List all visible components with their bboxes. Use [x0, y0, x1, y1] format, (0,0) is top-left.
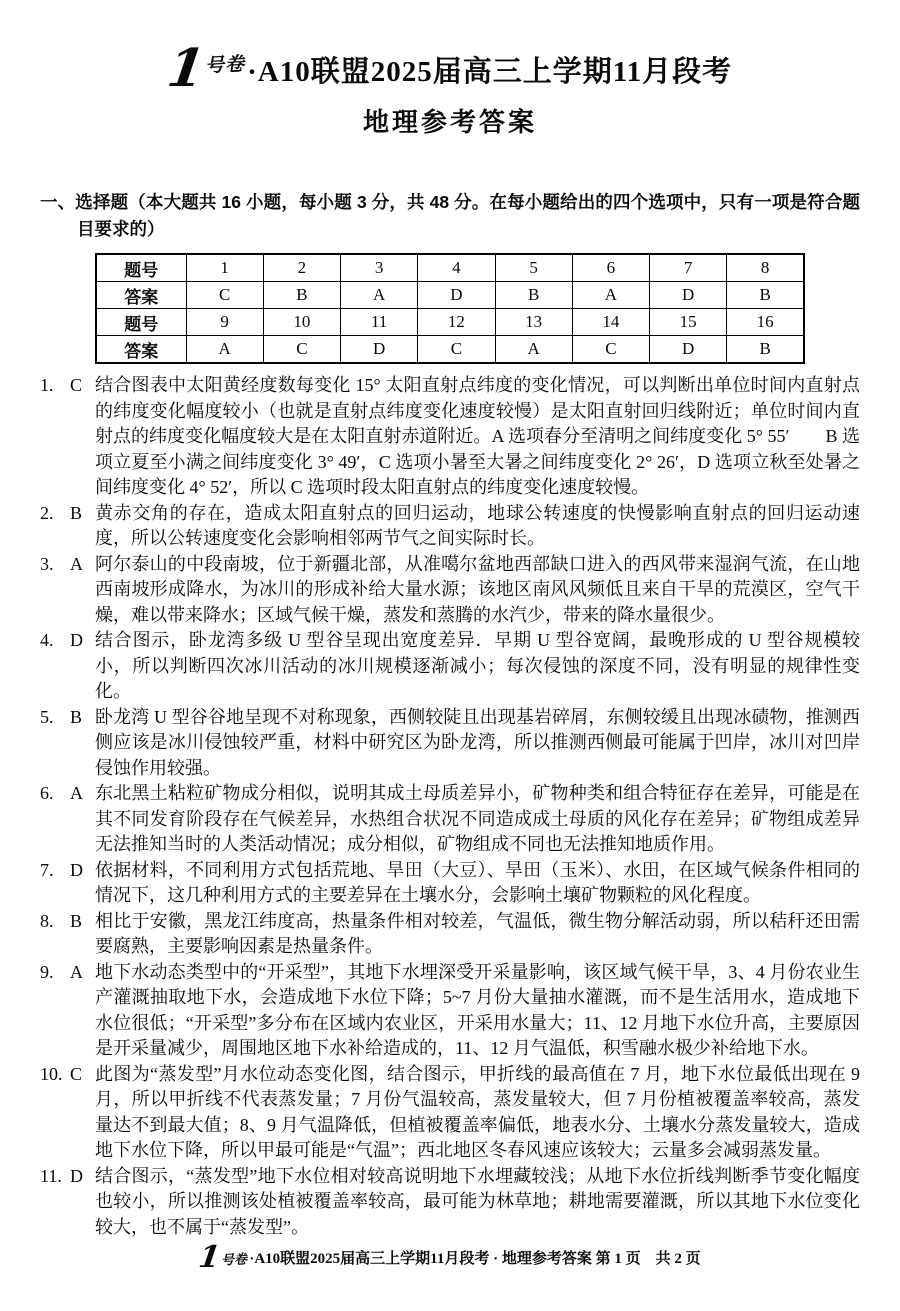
answer-letter: A [70, 553, 83, 574]
explanation-text: 卧龙湾 U 型谷谷地呈现不对称现象，西侧较陡且出现基岩碎屑，东侧较缓且出现冰碛物，推测西侧应该是冰川侵蚀较严重，材料中研究区为卧龙湾，所以推测西侧最可能属于凹岸，冰川对凹岸侵蚀作用较强。 [95, 706, 860, 778]
explanation-text: 相比于安徽，黑龙江纬度高，热量条件相对较差，气温低，微生物分解活动弱，所以秸秆还田需要腐熟，主要影响因素是热量条件。 [95, 910, 860, 956]
table-row [96, 336, 804, 364]
logo-script-text: 号卷 [204, 54, 246, 78]
explanation-item-2 [40, 501, 860, 552]
row-label: 题号 [96, 254, 186, 282]
answer-letter: A [70, 783, 83, 803]
table-cell: B [263, 282, 340, 309]
question-number: 2. [40, 502, 54, 523]
logo-numeral: 1 [163, 38, 209, 100]
explanation-text: 此图为“蒸发型”月水位动态变化图，结合图示，甲折线的最高值在 7 月，地下水位最低出现在 9 月，所以甲折线不代表蒸发量；7 月份气温较高，蒸发量较大，但 7 月份植被覆盖率较高，蒸发量达不到最大值；8、9 月气温降低，但植被覆盖率偏低，地表水分、土壤水分蒸发量较大，造成地下水位下降，所以甲最可能是“气温”；西北地区冬春风速应该较大；云量多会减弱蒸发量。 [95, 1063, 860, 1160]
table-cell: 9 [186, 309, 263, 336]
explanation-text: 地下水动态类型中的“开采型”，其地下水埋深受开采量影响，该区域气候干旱，3、4 月份农业生产灌溉抽取地下水，会造成地下水位下降；5~7 月份大量抽水灌溉，而不是生活用水，造成地下水位很低；“开采型”多分布在区域内农业区，开采用水量大；11、12 月地下水位升高，主要原因是开采量减少，周围地区地下水补给造成的，11、12 月气温低，积雪融水极少补给地下水。 [95, 961, 860, 1058]
table-cell: B [495, 282, 572, 309]
table-cell: 6 [572, 254, 649, 282]
footer-text: ·A10联盟2025届高三上学期11月段考 · 地理参考答案 第 1 页 共 2 页 [249, 1251, 701, 1267]
question-number: 7. [40, 859, 54, 880]
table-cell: 11 [341, 309, 418, 336]
explanation-item-9 [40, 960, 860, 1062]
question-number: 8. [40, 910, 54, 931]
table-cell: 12 [418, 309, 495, 336]
explanation-text: 结合图表中太阳黄经度数每变化 15° 太阳直射点纬度的变化情况，可以判断出单位时间内直射点的纬度变化幅度较小（也就是直射点纬度变化速度较慢）是太阳直射回归线附近；单位时间内直射点的纬度变化幅度较大是在太阳直射赤道附近。A 选项春分至清明之间纬度变化 5° 55′ B 选项立夏至小满之间纬度变化 3° 49′，C 选项小暑至大暑之间纬度变化 2° 26′，D 选项立秋至处暑之间纬度变化 4° 52′，所以 C 选项时段太阳直射点的纬度变化速度较慢。 [95, 375, 860, 497]
explanation-item-10 [40, 1062, 860, 1164]
table-cell: C [572, 336, 649, 364]
table-cell: D [650, 336, 727, 364]
answer-letter: C [70, 375, 83, 395]
answer-letter: D [70, 630, 83, 650]
page-subtitle: 地理参考答案 [362, 108, 537, 137]
explanation-item-1 [40, 373, 860, 501]
explanation-item-8 [40, 909, 860, 960]
section-heading: 一、选择题（本大题共 16 小题，每小题 3 分，共 48 分。在每小题给出的四个选项中，只有一项是符合题目要求的） [40, 192, 860, 239]
table-cell: 4 [418, 254, 495, 282]
question-number: 10. [40, 1063, 63, 1084]
footer-logo-numeral: 1 [196, 1240, 223, 1275]
answer-letter: D [70, 1165, 83, 1186]
table-cell: 2 [263, 254, 340, 282]
table-row [96, 282, 804, 309]
explanation-item-3 [40, 552, 860, 629]
explanation-item-6 [40, 781, 860, 858]
table-cell: 3 [341, 254, 418, 282]
row-label: 题号 [96, 309, 186, 336]
table-cell: A [572, 282, 649, 309]
table-cell: D [650, 282, 727, 309]
table-cell: D [341, 336, 418, 364]
explanation-text: 东北黑土粘粒矿物成分相似，说明其成土母质差异小，矿物种类和组合特征存在差异，可能是在其不同发育阶段存在气候差异，水热组合状况不同造成成土母质的风化存在差异；矿物组成差异无法推知当时的人类活动情况；成分相似，矿物组成不同也无法推知地质作用。 [95, 783, 860, 854]
answer-letter: B [70, 502, 83, 523]
table-cell: A [186, 336, 263, 364]
table-cell: B [727, 282, 804, 309]
answer-letter: B [70, 706, 83, 727]
answer-letter: B [70, 910, 83, 931]
table-cell: B [727, 336, 804, 364]
question-number: 4. [40, 630, 54, 650]
question-number: 1. [40, 375, 54, 395]
table-cell: A [341, 282, 418, 309]
explanation-text: 黄赤交角的存在，造成太阳直射点的回归运动，地球公转速度的快慢影响直射点的回归运动速度，所以公转速度变化会影响相邻两节气之间实际时长。 [95, 502, 860, 548]
exam-brand-logo [163, 38, 246, 100]
row-label: 答案 [96, 336, 186, 364]
exam-title-text: ·A10联盟2025届高三上学期11月段考 [247, 55, 733, 88]
table-cell: 1 [186, 254, 263, 282]
question-number: 11. [40, 1165, 62, 1186]
table-cell: C [418, 336, 495, 364]
explanation-item-5 [40, 705, 860, 782]
table-cell: 7 [650, 254, 727, 282]
table-cell: A [495, 336, 572, 364]
question-number: 9. [40, 961, 54, 982]
question-number: 6. [40, 783, 54, 803]
explanation-text: 阿尔泰山的中段南坡，位于新疆北部，从准噶尔盆地西部缺口进入的西风带来湿润气流，在山地西南坡形成降水，为冰川的形成补给大量水源；该地区南风风频低且来自干旱的荒漠区，空气干燥，难以带来降水；区域气候干燥，蒸发和蒸腾的水汽少，带来的降水量很少。 [95, 553, 860, 625]
table-cell: 10 [263, 309, 340, 336]
table-row [96, 254, 804, 282]
answer-letter: A [70, 961, 83, 982]
table-cell: D [418, 282, 495, 309]
question-number: 5. [40, 706, 54, 727]
row-label: 答案 [96, 282, 186, 309]
footer-logo-script: 号卷 [220, 1251, 248, 1268]
question-number: 3. [40, 553, 54, 574]
explanation-list [40, 373, 860, 1240]
answer-letter: D [70, 859, 83, 880]
table-cell: 13 [495, 309, 572, 336]
table-row [96, 309, 804, 336]
explanation-item-7 [40, 858, 860, 909]
table-cell: C [263, 336, 340, 364]
table-cell: C [186, 282, 263, 309]
explanation-item-11 [40, 1164, 860, 1241]
table-cell: 16 [727, 309, 804, 336]
answer-table [95, 253, 805, 364]
answer-letter: C [70, 1063, 83, 1084]
page-title [40, 40, 860, 98]
explanation-text: 结合图示，卧龙湾多级 U 型谷呈现出宽度差异．早期 U 型谷宽阔，最晚形成的 U 型谷规模较小，所以判断四次冰川活动的冰川规模逐渐减小；每次侵蚀的深度不同，没有明显的规律性变化。 [95, 630, 860, 701]
page-footer [0, 1240, 900, 1275]
table-cell: 15 [650, 309, 727, 336]
explanation-text: 结合图示，“蒸发型”地下水位相对较高说明地下水埋藏较浅；从地下水位折线判断季节变化幅度也较小，所以推测该处植被覆盖率较高，最可能为林草地；耕地需要灌溉，所以其地下水位变化较大，也不属于“蒸发型”。 [95, 1165, 860, 1237]
table-cell: 5 [495, 254, 572, 282]
table-cell: 8 [727, 254, 804, 282]
explanation-text: 依据材料，不同利用方式包括荒地、旱田（大豆）、旱田（玉米）、水田，在区域气候条件相同的情况下，这几种利用方式的主要差异在土壤水分，会影响土壤矿物颗粒的风化程度。 [95, 859, 860, 905]
table-cell: 14 [572, 309, 649, 336]
explanation-item-4 [40, 628, 860, 705]
